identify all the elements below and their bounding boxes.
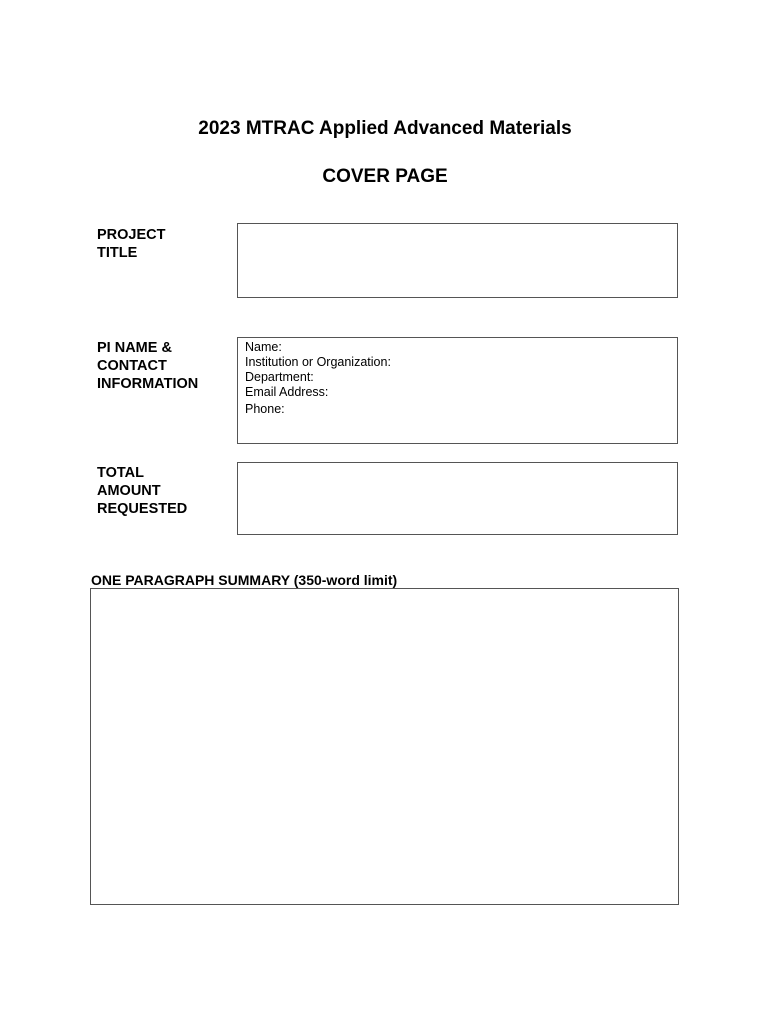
- total-amount-label: [97, 464, 227, 518]
- pi-contact-label-line2: CONTACT: [97, 358, 167, 374]
- project-title-label: [97, 226, 227, 262]
- project-title-label-line2: TITLE: [97, 245, 138, 261]
- pi-contact-label-line1: PI NAME &: [97, 340, 172, 356]
- total-amount-label-line3: REQUESTED: [97, 501, 188, 517]
- summary-label: ONE PARAGRAPH SUMMARY (350-word limit): [91, 572, 398, 588]
- total-amount-label-line1: TOTAL: [97, 465, 144, 481]
- summary-field[interactable]: [90, 588, 679, 905]
- project-title-label-line1: PROJECT: [97, 227, 166, 243]
- pi-name-field[interactable]: Name:: [245, 340, 282, 354]
- pi-contact-label: [97, 339, 227, 393]
- pi-department-field[interactable]: Department:: [245, 370, 314, 384]
- pi-contact-label-line3: INFORMATION: [97, 376, 199, 392]
- pi-contact-field[interactable]: [237, 337, 678, 444]
- total-amount-field[interactable]: [237, 462, 678, 535]
- page-title: 2023 MTRAC Applied Advanced Materials: [198, 118, 572, 139]
- pi-institution-field[interactable]: Institution or Organization:: [245, 355, 391, 369]
- project-title-field[interactable]: [237, 223, 678, 298]
- pi-email-field[interactable]: Email Address:: [245, 385, 329, 399]
- page-subtitle: COVER PAGE: [322, 166, 448, 187]
- pi-phone-field[interactable]: Phone:: [245, 402, 285, 416]
- total-amount-label-line2: AMOUNT: [97, 483, 161, 499]
